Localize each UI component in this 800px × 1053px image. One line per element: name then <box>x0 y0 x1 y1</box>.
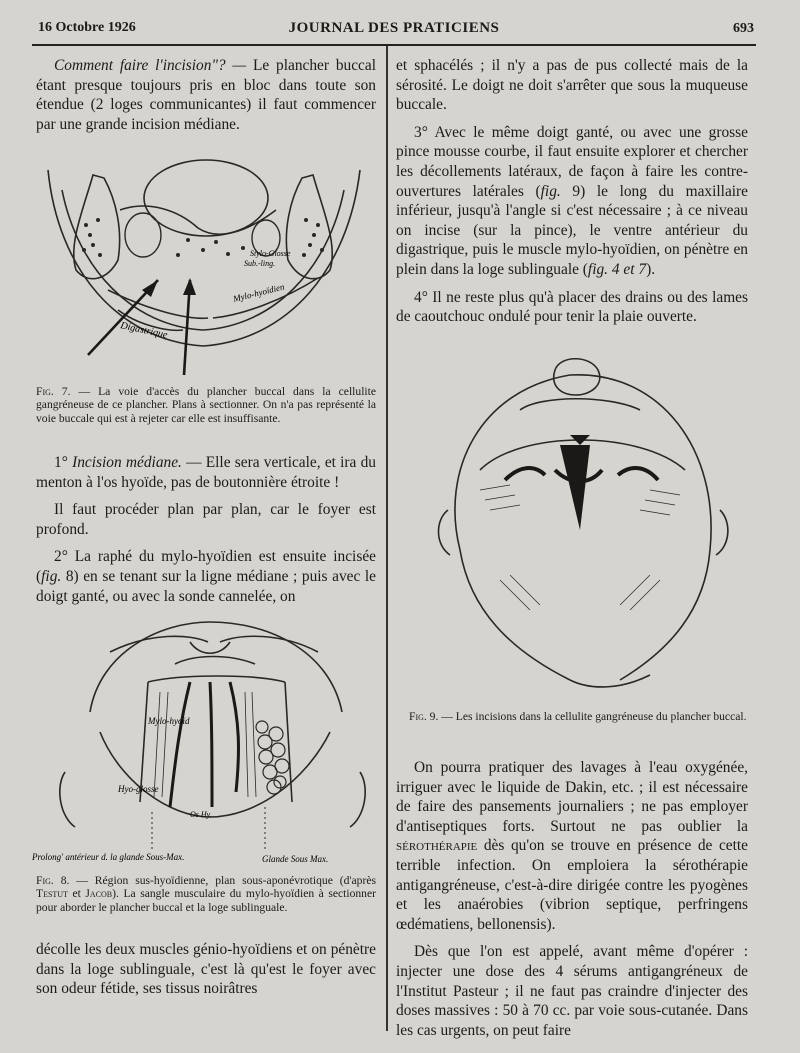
figure-7-illustration <box>38 150 368 380</box>
page-header <box>32 18 756 46</box>
step-3-paragraph <box>396 123 748 280</box>
step-1-text: — Elle sera verticale, et ira du menton à l'os hyoïde, pas de boutonnière étroite ! <box>36 454 377 491</box>
fig7-label-digastrique: Digastrique <box>119 320 169 341</box>
serotherapy-term: sérothérapie <box>396 837 478 855</box>
figure-7 <box>38 150 368 380</box>
step-2-paragraph <box>36 547 376 606</box>
step-2-text-b: 8) en se tenant sur la ligne médiane ; puis avec le doigt ganté, ou avec la sonde cannelée, on <box>36 567 376 605</box>
fig7-label-stylo: Stylo-Glosse <box>250 249 291 258</box>
left-middle <box>36 453 376 614</box>
fig8-caption-text-b: et <box>67 887 86 901</box>
step-1-title: Incision médiane. <box>72 454 182 471</box>
step-3-fig-ref: fig. <box>540 182 561 200</box>
figure-8 <box>30 612 375 870</box>
figure-7-caption <box>36 385 376 425</box>
right-bottom <box>396 758 748 1048</box>
step-1-number: 1° <box>54 454 68 471</box>
fig8-label-os: Os Hy. <box>190 810 212 819</box>
left-bottom <box>36 940 376 1007</box>
step-3-fig-ref-2: fig. 4 et 7 <box>587 260 647 278</box>
fig7-label-sub: Sub.-ling. <box>244 259 276 268</box>
fig8-label-right-note: Glande Sous Max. <box>262 854 329 864</box>
fig7-label-mylo: Mylo-hyoïdien <box>232 281 286 304</box>
step-3-text-c: ). <box>646 260 656 278</box>
step-4-paragraph: 4° Il ne reste plus qu'à placer des drains ou des lames de caoutchouc ondulé pour tenir la plaie ouverte. <box>396 288 748 326</box>
step-1-paragraph <box>36 453 376 492</box>
fig8-label-left-note: Prolong' antérieur d. la glande Sous-Max. <box>32 852 185 862</box>
fig9-caption-text: — Les incisions dans la cellulite gangréneuse du plancher buccal. <box>438 710 747 723</box>
fig8-caption-text-a: — Région sus-hyoïdienne, plan sous-aponévrotique (d'après <box>69 874 376 887</box>
treatment-paragraph <box>396 758 748 934</box>
injection-paragraph: Dès que l'on est appelé, avant même d'opérer : injecter une dose des 4 sérums antigangréneux de l'Institut Pasteur ; il ne faut pas craindre d'injecter des doses massives : 50 à 70 cc. par voie sous-cutanée. Dans les cas urgents, on peut faire <box>396 943 748 1039</box>
right-continuation: et sphacélés ; il n'y a pas de pus collecté mais de la sérosité. Le doigt ne doit s'arrêter que sous la muqueuse buccale. <box>396 57 748 114</box>
intro-text: Le plancher buccal étant presque toujours pris en bloc dans toute son étendue (2 loges communicantes) il faut commencer par une grande incision médiane. <box>36 57 376 133</box>
column-divider <box>386 46 388 1031</box>
page-number: 693 <box>733 21 754 36</box>
fig8-caption-author-2: Jacob <box>85 887 113 901</box>
step-2-fig-ref: fig. <box>41 567 62 585</box>
header-date: 16 Octobre 1926 <box>38 20 136 35</box>
fig8-caption-author-1: Testut <box>36 887 68 901</box>
continuation-paragraph: décolle les deux muscles génio-hyoïdiens et on pénètre dans la loge sublinguale, c'est là qu'est le foyer avec son odeur fétide, ses tissus noirâtres <box>36 941 376 998</box>
fig8-caption-text-c: ). La sangle musculaire du mylo-hyoïdien à sectionner pour aborder le plancher buccal et la loge sublinguale. <box>36 887 376 914</box>
figure-9-caption <box>409 710 749 723</box>
fig8-caption-label: Fig. 8. <box>36 874 70 887</box>
intro-paragraph <box>36 56 376 134</box>
figure-8-illustration <box>30 612 375 870</box>
fig9-caption-label: Fig. 9. <box>409 710 439 723</box>
journal-title: JOURNAL DES PRATICIENS <box>288 20 500 36</box>
figure-9 <box>420 350 735 705</box>
fig8-label-hyo: Hyo-glosse <box>118 784 159 794</box>
fig7-caption-label: Fig. 7. <box>36 385 71 398</box>
intro-question: Comment faire l'incision"? — <box>54 57 247 74</box>
step-3-text-a: 3° Avec le même doigt ganté, ou avec une grosse pince mousse courbe, il faut ensuite explorer et chercher les décollements latéraux, de façon à faire les contre-ouvertures latérales ( <box>396 123 748 200</box>
figure-8-caption <box>36 874 376 914</box>
treatment-text-a: On pourra pratiquer des lavages à l'eau oxygénée, irriguer avec le liquide de Dakin, etc. ; il est nécessaire de faire des pansements journaliers ; ne pas employer d'antiseptiques forts. Surtout ne pas oublier la <box>396 759 748 835</box>
right-top <box>396 56 748 335</box>
left-intro <box>36 56 376 142</box>
figure-9-illustration <box>420 350 735 705</box>
step-3-text-b: 9) le long du maxillaire inférieur, jusqu'à l'angle si c'est nécessaire ; à ce niveau on incise (sur la pince), le ventre antérieur du digastrique, puis le muscle mylo-hyoïdien, on pénètre en plein dans la loge sublinguale ( <box>396 182 749 278</box>
treatment-text-b: dès qu'on se trouve en présence de cette terrible infection. On emploiera la sérothérapie antigangréneuse, c'est-à-dire dirigée contre les pyogènes et les anaérobies (vibrion septique, perfringens œdématiens, bellonensis). <box>396 837 748 933</box>
plan-paragraph: Il faut procéder plan par plan, car le foyer est profond. <box>36 501 376 538</box>
fig8-label-mylo: Mylo-hyoïd <box>148 716 190 726</box>
step-2-text-a: 2° La raphé du mylo-hyoïdien est ensuite incisée ( <box>36 548 376 585</box>
fig7-caption-text: — La voie d'accès du plancher buccal dans la cellulite gangréneuse de ce plancher. Plans à sectionner. On n'a pas représenté la voie buccale qui est à rejeter car elle est insuffisante. <box>36 385 376 425</box>
